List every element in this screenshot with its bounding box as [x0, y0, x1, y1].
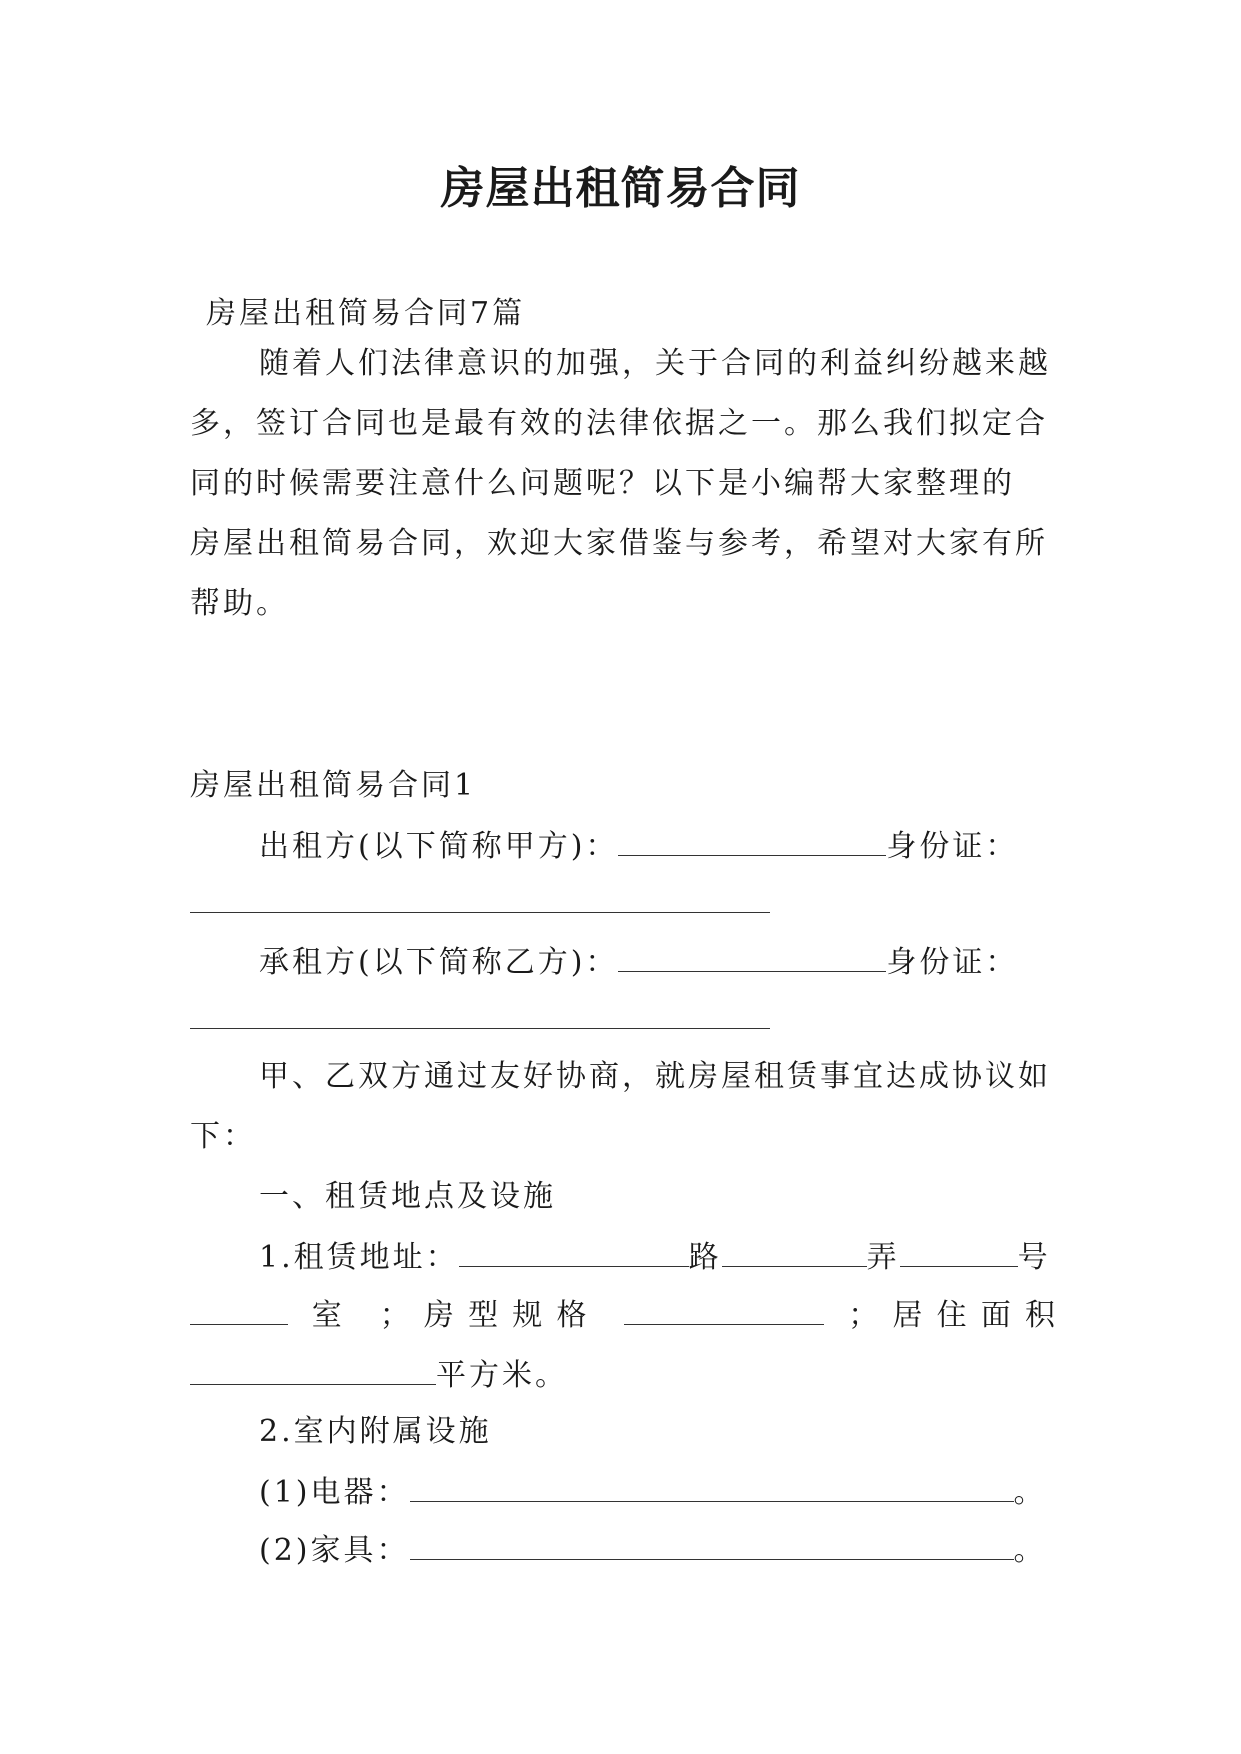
furniture-label: (2)家具：	[259, 1533, 410, 1568]
address-row	[259, 1238, 1051, 1276]
address-label: 1.租赁地址：	[259, 1240, 459, 1275]
lessor-name-blank[interactable]	[618, 827, 886, 856]
lessee-id-blank[interactable]	[190, 1028, 770, 1029]
lessee-id-label: 身份证：	[886, 945, 1019, 980]
appliances-row	[259, 1473, 1047, 1511]
agreement-paragraph-line: 甲、乙双方通过友好协商，就房屋租赁事宜达成协议如	[259, 1059, 1051, 1094]
room-type-label: ；房型规格	[379, 1298, 601, 1333]
appliances-period: 。	[1013, 1475, 1047, 1510]
clause-heading: 一、租赁地点及设施	[259, 1179, 556, 1214]
facilities-heading: 2.室内附属设施	[259, 1414, 492, 1449]
area-row	[190, 1356, 568, 1394]
room-label: 室	[311, 1298, 356, 1333]
intro-paragraph-line: 帮助。	[190, 586, 289, 621]
intro-paragraph-line: 多，签订合同也是最有效的法律依据之一。那么我们拟定合	[190, 406, 1048, 441]
furniture-row	[259, 1531, 1047, 1569]
section-heading: 房屋出租简易合同1	[190, 768, 477, 803]
room-row	[190, 1296, 1058, 1334]
agreement-paragraph-line: 下：	[190, 1119, 256, 1154]
number-blank[interactable]	[900, 1238, 1018, 1267]
road-label: 路	[688, 1240, 722, 1275]
lessor-id-label: 身份证：	[886, 829, 1019, 864]
road-blank[interactable]	[459, 1238, 689, 1267]
lessor-id-blank[interactable]	[190, 912, 770, 913]
lessee-row	[259, 943, 1018, 981]
area-blank[interactable]	[190, 1356, 436, 1385]
furniture-period: 。	[1013, 1533, 1047, 1568]
lane-blank[interactable]	[722, 1238, 867, 1267]
room-blank[interactable]	[190, 1296, 288, 1325]
intro-paragraph-line: 房屋出租简易合同，欢迎大家借鉴与参考，希望对大家有所	[190, 526, 1048, 561]
intro-paragraph-line: 随着人们法律意识的加强，关于合同的利益纠纷越来越	[259, 346, 1051, 381]
lessee-name-blank[interactable]	[618, 943, 886, 972]
intro-paragraph-line: 同的时候需要注意什么问题呢？以下是小编帮大家整理的	[190, 466, 1015, 501]
document-title: 房屋出租简易合同	[440, 163, 801, 214]
appliances-label: (1)电器：	[259, 1475, 410, 1510]
furniture-blank[interactable]	[410, 1531, 1014, 1560]
lessee-label: 承租方(以下简称乙方)：	[259, 945, 619, 980]
room-type-blank[interactable]	[624, 1296, 824, 1325]
number-label: 号	[1017, 1240, 1051, 1275]
lane-label: 弄	[866, 1240, 900, 1275]
lessor-row	[259, 827, 1018, 865]
lessor-label: 出租方(以下简称甲方)：	[259, 829, 619, 864]
area-label: ；居住面积	[848, 1298, 1059, 1333]
document-subtitle: 房屋出租简易合同7篇	[206, 296, 526, 331]
sqm-label: 平方米。	[436, 1358, 568, 1393]
appliances-blank[interactable]	[410, 1473, 1014, 1502]
